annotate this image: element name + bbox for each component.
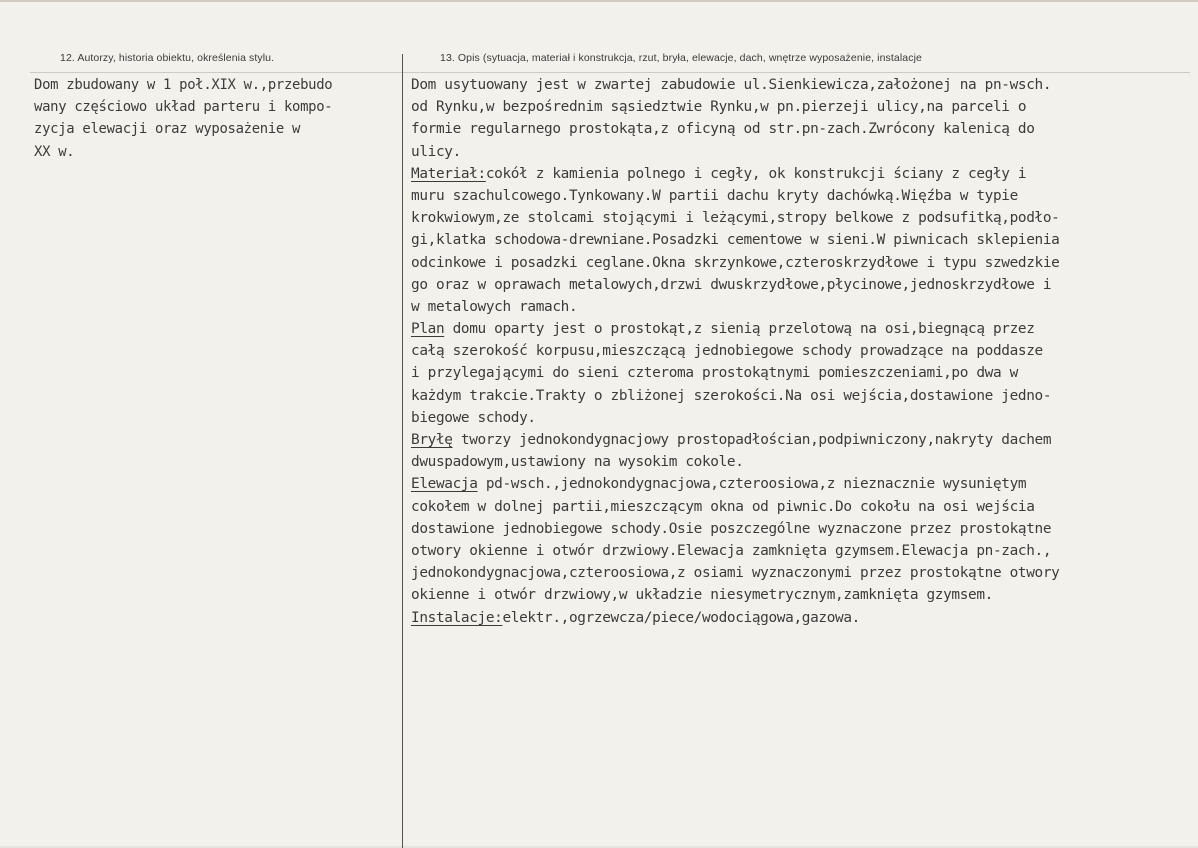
description-text: odcinkowe i posadzki ceglane.Okna skrzynkowe,czteroskrzydłowe i typu szwedzkie <box>411 254 1060 271</box>
history-line: zycja elewacji oraz wyposażenie w <box>34 121 301 138</box>
description-text: dwuspadowym,ustawiony na wysokim cokole. <box>411 454 744 471</box>
section-13-heading: 13. Opis (sytuacja, materiał i konstrukcja, rzut, bryła, elewacje, dach, wnętrze wyposażenie, instalacje <box>440 52 922 64</box>
description-text: krokwiowym,ze stolcami stojącymi i leżącymi,stropy belkowe z podsufitką,podło- <box>411 210 1060 227</box>
section-label: Bryłę <box>411 432 453 448</box>
description-text: całą szerokość korpusu,mieszczącą jednobiegowe schody prowadzące na poddasze <box>411 343 1043 360</box>
description-text: gi,klatka schodowa-drewniane.Posadzki cementowe w sieni.W piwnicach sklepienia <box>411 232 1060 249</box>
description-text: każdym trakcie.Trakty o zbliżonej szerokości.Na osi wejścia,dostawione jedno- <box>411 387 1052 404</box>
description-line <box>411 229 1193 251</box>
description-line <box>411 584 1193 606</box>
description-line <box>411 118 1193 140</box>
description-text: w metalowych ramach. <box>411 298 578 315</box>
description-text: tworzy jednokondygnacjowy prostopadłościan,podpiwniczony,nakryty dachem <box>452 432 1052 448</box>
description-text: pd-wsch.,jednokondygnacjowa,czteroosiowa,z nieznacznie wysuniętym <box>477 476 1027 493</box>
history-line: wany częściowo układ parteru i kompo- <box>34 99 333 116</box>
description-line <box>411 185 1193 207</box>
description-text: od Rynku,w bezpośrednim sąsiedztwie Rynku,w pn.pierzeji ulicy,na parceli o <box>411 99 1027 116</box>
description-text: formie regularnego prostokąta,z oficyną od str.pn-zach.Zwrócony kalenicą do <box>411 121 1035 138</box>
column-divider <box>402 54 403 848</box>
description-line <box>411 296 1193 318</box>
history-text-column <box>34 74 402 163</box>
history-line: Dom zbudowany w 1 poł.XIX w.,przebudo <box>34 77 333 93</box>
description-text: domu oparty jest o prostokąt,z sienią przelotową na osi,biegnącą przez <box>444 321 1035 338</box>
description-line <box>411 385 1193 407</box>
description-text: i przylegającymi do sieni czteroma prostokątnymi pomieszczeniami,po dwa w <box>411 365 1018 382</box>
description-text: ulicy. <box>411 143 461 160</box>
description-text: biegowe schody. <box>411 409 536 426</box>
description-line <box>411 451 1193 473</box>
description-text: jednokondygnacjowa,czteroosiowa,z osiami wyznaczonymi przez prostokątne otwory <box>411 565 1060 582</box>
description-line <box>411 318 1193 340</box>
description-line <box>411 496 1193 518</box>
description-text: okienne i otwór drzwiowy,w układzie niesymetrycznym,zamknięta gzymsem. <box>411 587 993 604</box>
description-line <box>411 362 1193 384</box>
description-line <box>411 252 1193 274</box>
description-text: dostawione jednobiegowe schody.Osie poszczególne wyznaczone przez prostokątne <box>411 520 1052 537</box>
description-text: elektr.,ogrzewcza/piece/wodociągowa,gazowa. <box>502 609 860 626</box>
section-12-heading: 12. Autorzy, historia obiektu, określenia stylu. <box>60 52 275 64</box>
description-text: cokół z kamienia polnego i cegły, ok konstrukcji ściany z cegły i <box>485 165 1027 182</box>
description-line <box>411 74 1193 96</box>
description-text: go oraz w oprawach metalowych,drzwi dwuskrzydłowe,płycinowe,jednoskrzydłowe i <box>411 276 1052 293</box>
history-line: XX w. <box>34 143 75 160</box>
description-text: otwory okienne i otwór drzwiowy.Elewacja zamknięta gzymsem.Elewacja pn-zach., <box>411 542 1052 559</box>
description-line <box>411 340 1193 362</box>
description-line <box>411 207 1193 229</box>
description-line <box>411 141 1193 163</box>
description-line <box>411 96 1193 118</box>
description-text: muru szachulcowego.Tynkowany.W partii dachu kryty dachówką.Więźba w typie <box>411 187 1018 204</box>
description-text: Dom usytuowany jest w zwartej zabudowie ul.Sienkiewicza,założonej na pn-wsch. <box>411 77 1052 93</box>
description-line <box>411 429 1193 451</box>
description-text: cokołem w dolnej partii,mieszczącym okna od piwnic.Do cokołu na osi wejścia <box>411 498 1035 515</box>
description-text-column <box>411 74 1193 629</box>
description-line <box>411 274 1193 296</box>
section-label: Plan <box>411 321 445 338</box>
section-label: Elewacja <box>411 476 478 493</box>
description-line <box>411 473 1193 495</box>
description-line <box>411 518 1193 540</box>
header-rule <box>30 72 1190 73</box>
description-line <box>411 540 1193 562</box>
description-line <box>411 407 1193 429</box>
description-line <box>411 163 1193 185</box>
section-label: Materiał: <box>411 165 486 182</box>
description-line <box>411 607 1193 629</box>
description-line <box>411 562 1193 584</box>
section-label: Instalacje: <box>411 609 503 626</box>
